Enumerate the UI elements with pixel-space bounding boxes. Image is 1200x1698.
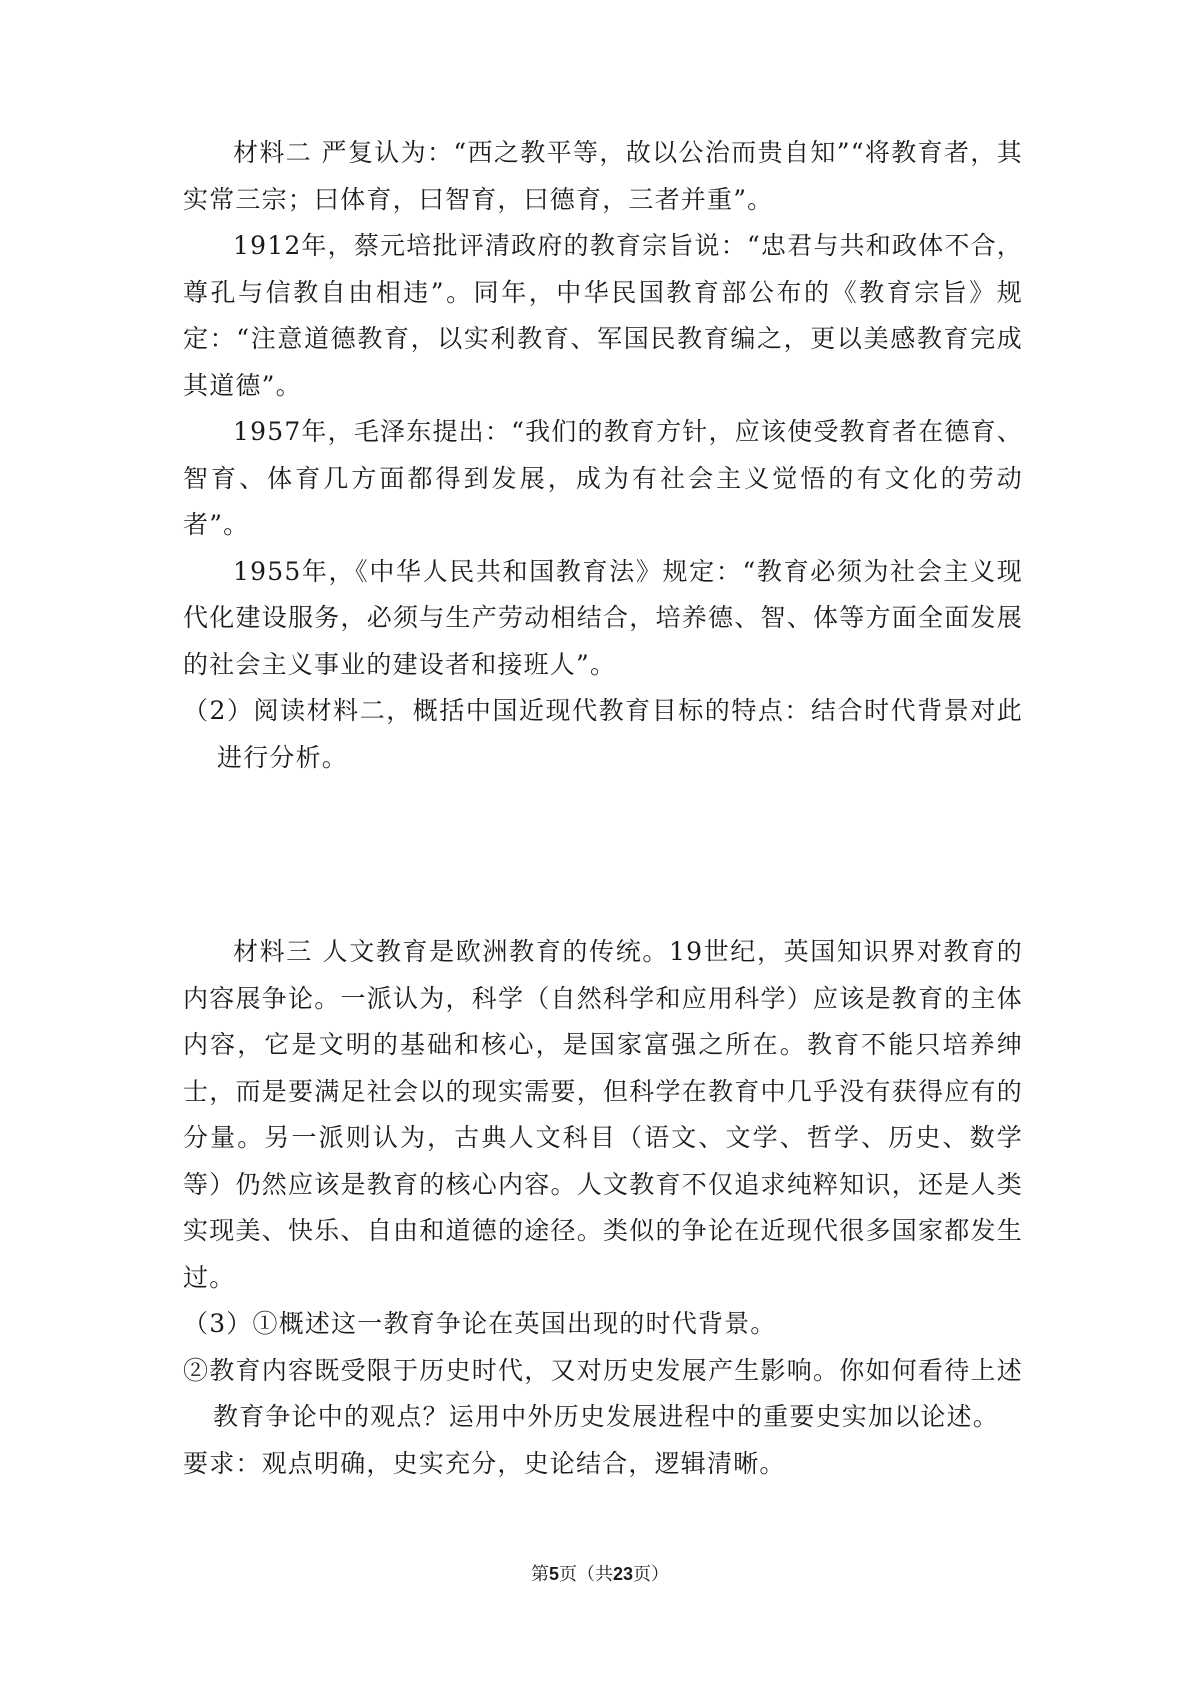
- footer-suffix: 页）: [633, 1564, 670, 1585]
- question-3-part-1: （3）①概述这一教育争论在英国出现的时代背景。: [183, 1309, 777, 1338]
- question-2: （2）阅读材料二，概括中国近现代教育目标的特点：结合时代背景对此进行分析。: [183, 696, 1023, 772]
- requirement-text: 要求：观点明确，史实充分，史论结合，逻辑清晰。: [183, 1448, 786, 1478]
- total-page-number: 23: [612, 1564, 634, 1584]
- question-3-part-2: ②教育内容既受限于历史时代，又对历史发展产生影响。你如何看待上述教育争论中的观点？运用中外历史发展进程中的重要史实加以论述。: [183, 1355, 1023, 1431]
- footer-middle: 页（共: [558, 1564, 613, 1585]
- answer-space: [183, 781, 1023, 929]
- material3-paragraph: 材料三 人文教育是欧洲教育的传统。19世纪，英国知识界对教育的内容展争论。一派认为，科学（自然科学和应用科学）应该是教育的主体内容，它是文明的基础和核心，是国家富强之所在。教育不能只培养绅士，而是要满足社会以的现实需要，但科学在教育中几乎没有获得应有的分量。另一派则认为，古典人文科目（语文、文学、哲学、历史、数学等）仍然应该是教育的核心内容。人文教育不仅追求纯粹知识，还是人类实现美、快乐、自由和道德的途径。类似的争论在近现代很多国家都发生过。: [183, 937, 1023, 1292]
- document-page: [183, 130, 1023, 1487]
- material2-paragraph-4: 1955年，《中华人民共和国教育法》规定：“教育必须为社会主义现代化建设服务，必须与生产劳动相结合，培养德、智、体等方面全面发展的社会主义事业的建设者和接班人”。: [183, 556, 1023, 679]
- current-page-number: 5: [548, 1564, 559, 1584]
- material2-paragraph-3: 1957年，毛泽东提出：“我们的教育方针，应该使受教育者在德育、智育、体育几方面都得到发展，成为有社会主义觉悟的有文化的劳动者”。: [183, 417, 1023, 539]
- material2-paragraph-2: 1912年，蔡元培批评清政府的教育宗旨说：“忠君与共和政体不合，尊孔与信教自由相违”。同年，中华民国教育部公布的《教育宗旨》规定：“注意道德教育，以实利教育、军国民教育编之，更以美感教育完成其道德”。: [183, 231, 1023, 400]
- material2-paragraph-1: 材料二 严复认为：“西之教平等，故以公治而贵自知”“将教育者，其实常三宗；曰体育，曰智育，曰德育，三者并重”。: [183, 138, 1023, 214]
- page-footer: [0, 1560, 1200, 1586]
- footer-prefix: 第: [530, 1564, 549, 1585]
